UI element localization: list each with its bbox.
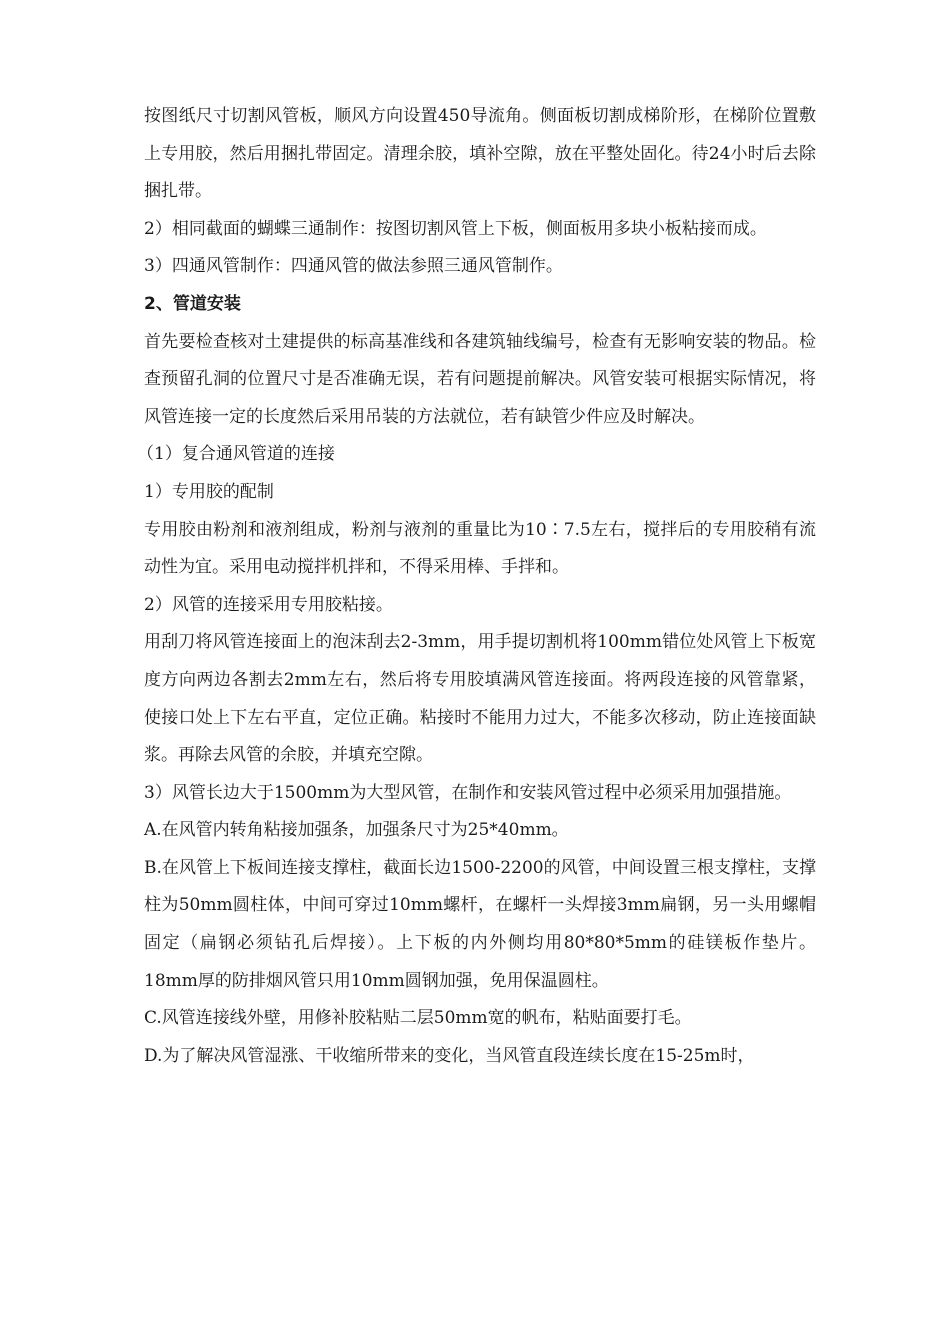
list-item-b: B.在风管上下板间连接支撑柱，截面长边1500-2200的风管，中间设置三根支撑柱，支撑柱为50mm圆柱体，中间可穿过10mm螺杆，在螺杆一头焊接3mm扁钢，另一头用螺帽固定（扁钢必须钻孔后焊接）。上下板的内外侧均用80*80*5mm的硅镁板作垫片。18mm厚的防排烟风管只用10mm圆钢加强，免用保温圆柱。 <box>144 857 816 991</box>
paragraph-butterfly-tee: 2）相同截面的蝴蝶三通制作：按图切割风管上下板，侧面板用多块小板粘接而成。 <box>144 218 767 239</box>
paragraph-inspection: 首先要检查核对土建提供的标高基准线和各建筑轴线编号，检查有无影响安装的物品。检查预留孔洞的位置尺寸是否准确无误，若有问题提前解决。风管安装可根据实际情况，将风管连接一定的长度然后采用吊装的方法就位，若有缺管少件应及时解决。 <box>144 331 816 427</box>
list-item-a: A.在风管内转角粘接加强条，加强条尺寸为25*40mm。 <box>144 820 569 841</box>
paragraph-four-way: 3）四通风管制作：四通风管的做法参照三通风管制作。 <box>144 256 563 277</box>
paragraph-bonding-procedure: 用刮刀将风管连接面上的泡沫刮去2-3mm，用手提切割机将100mm错位处风管上下板宽度方向两边各割去2mm左右，然后将专用胶填满风管连接面。将两段连接的风管靠紧，使接口处上下左右平直，定位正确。粘接时不能用力过大，不能多次移动，防止连接面缺浆。再除去风管的余胶，并填充空隙。 <box>144 632 816 766</box>
list-item-c: C.风管连接线外壁，用修补胶粘贴二层50mm宽的帆布，粘贴面要打毛。 <box>144 1008 692 1029</box>
subheading-glue-bonding: 2）风管的连接采用专用胶粘接。 <box>144 594 393 615</box>
section-heading-pipe-installation: 2、管道安装 <box>144 293 241 314</box>
paragraph-glue-composition: 专用胶由粉剂和液剂组成，粉剂与液剂的重量比为10∶7.5左右，搅拌后的专用胶稍有流动性为宜。采用电动搅拌机拌和，不得采用棒、手拌和。 <box>144 519 816 578</box>
paragraph-fabrication-tee: 按图纸尺寸切割风管板，顺风方向设置450导流角。侧面板切割成梯阶形，在梯阶位置敷上专用胶，然后用捆扎带固定。清理余胶，填补空隙，放在平整处固化。待24小时后去除捆扎带。 <box>144 106 816 202</box>
subheading-glue-preparation: 1）专用胶的配制 <box>144 481 274 502</box>
subheading-composite-duct-connection: （1）复合通风管道的连接 <box>137 444 335 465</box>
document-body <box>137 98 816 1075</box>
list-item-d: D.为了解决风管湿涨、干收缩所带来的变化，当风管直段连续长度在15-25m时， <box>144 1045 755 1066</box>
paragraph-large-duct: 3）风管长边大于1500mm为大型风管，在制作和安装风管过程中必须采用加强措施。 <box>144 782 792 803</box>
